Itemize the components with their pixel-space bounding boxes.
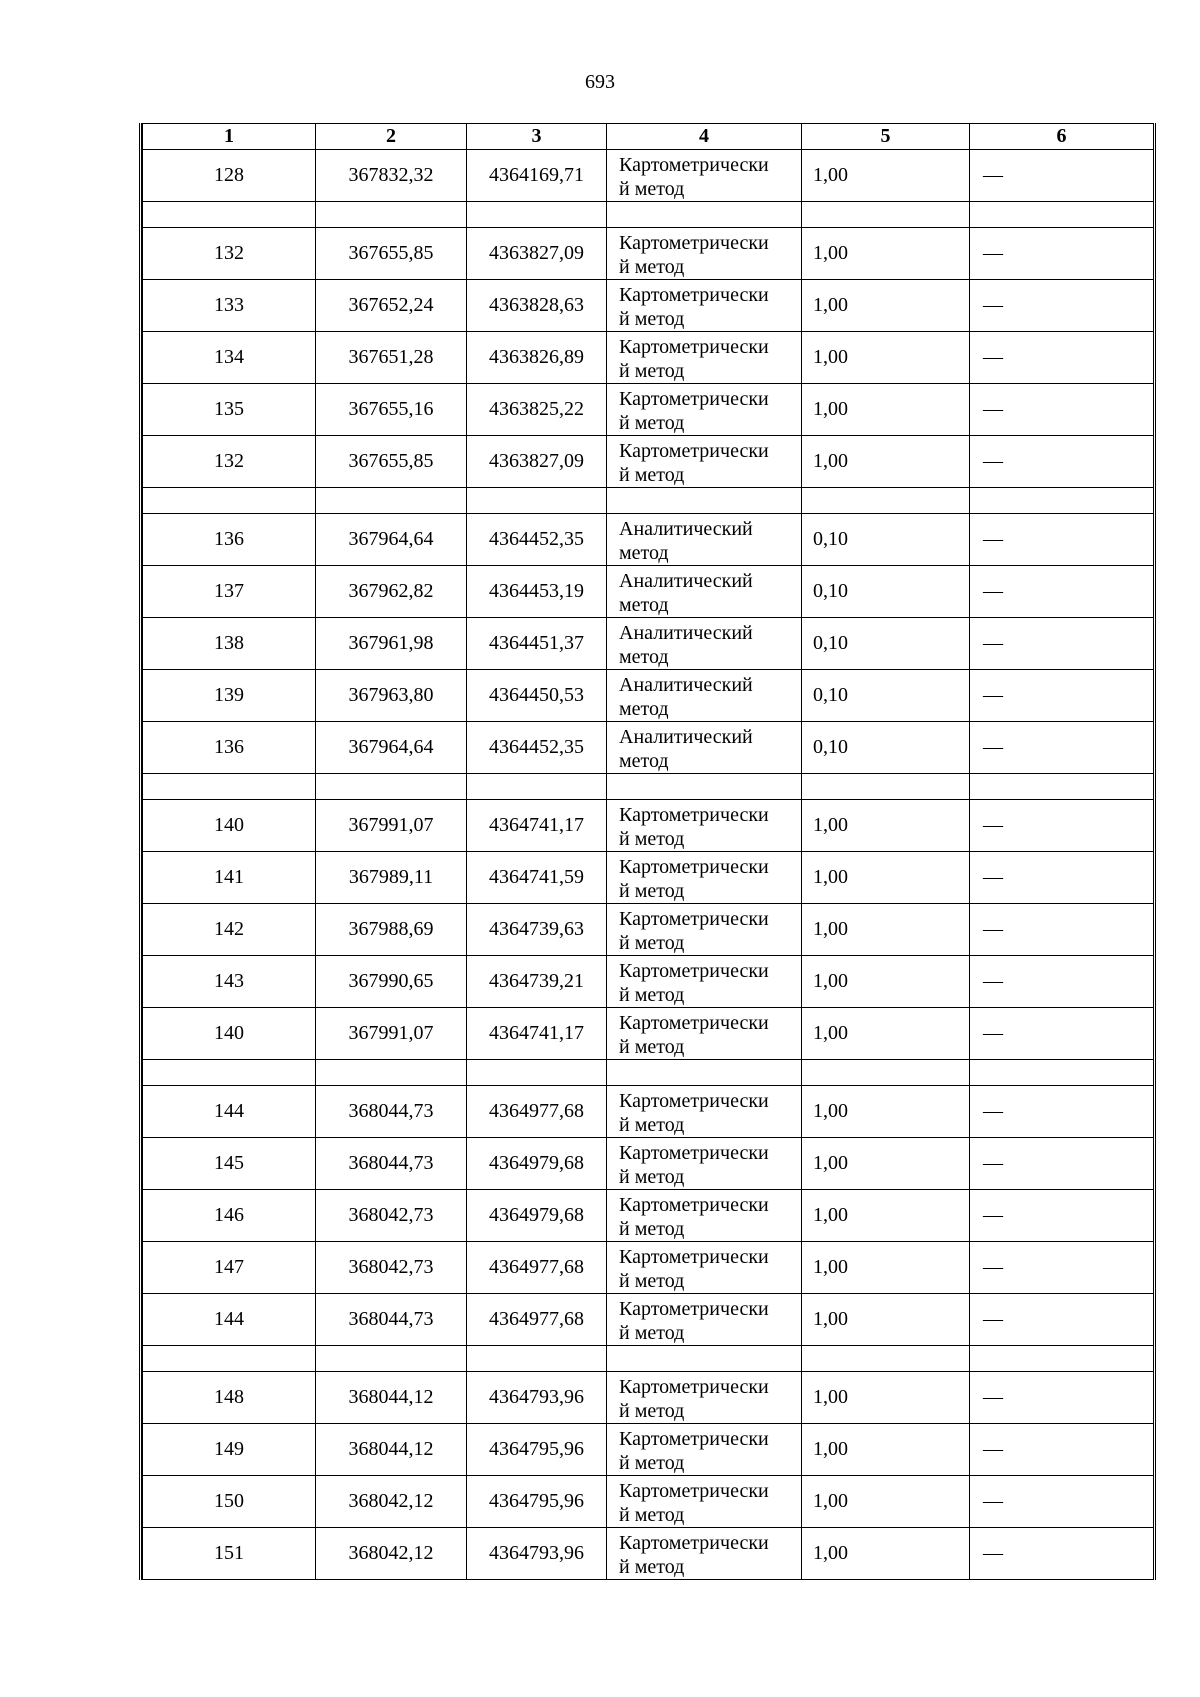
header-col-4: 4 (607, 124, 802, 150)
method-cell (607, 956, 802, 1008)
method-text: Аналитический метод (619, 569, 753, 616)
method-text: Аналитический метод (619, 673, 753, 720)
point-number-cell: 136 (143, 722, 316, 774)
point-number-cell: 140 (143, 800, 316, 852)
method-text: Аналитический метод (619, 621, 753, 668)
x-coordinate-cell: 368042,73 (316, 1242, 467, 1294)
point-number-cell: 134 (143, 332, 316, 384)
accuracy-cell: 1,00 (802, 1476, 970, 1528)
y-coordinate-cell: 4364795,96 (467, 1476, 607, 1528)
table-row (143, 1008, 1154, 1060)
y-coordinate-cell: 4364741,17 (467, 800, 607, 852)
point-number-cell: 143 (143, 956, 316, 1008)
y-coordinate-cell: 4363828,63 (467, 280, 607, 332)
note-cell: — (970, 1424, 1154, 1476)
note-cell: — (970, 228, 1154, 280)
method-text: Картометрически й метод (619, 1245, 769, 1292)
note-cell: — (970, 1528, 1154, 1580)
method-cell (607, 150, 802, 202)
x-coordinate-cell: 367961,98 (316, 618, 467, 670)
empty-cell (802, 202, 970, 228)
point-number-cell: 132 (143, 436, 316, 488)
accuracy-cell: 1,00 (802, 1086, 970, 1138)
note-cell: — (970, 436, 1154, 488)
accuracy-cell: 1,00 (802, 904, 970, 956)
x-coordinate-cell: 368044,73 (316, 1086, 467, 1138)
header-col-1: 1 (143, 124, 316, 150)
y-coordinate-cell: 4364450,53 (467, 670, 607, 722)
x-coordinate-cell: 368042,73 (316, 1190, 467, 1242)
table-row (143, 1138, 1154, 1190)
point-number-cell: 144 (143, 1294, 316, 1346)
empty-cell (316, 1060, 467, 1086)
point-number-cell: 147 (143, 1242, 316, 1294)
method-cell (607, 1424, 802, 1476)
note-cell: — (970, 1476, 1154, 1528)
table-spacer-row (143, 488, 1154, 514)
header-col-6: 6 (970, 124, 1154, 150)
x-coordinate-cell: 368042,12 (316, 1528, 467, 1580)
note-cell: — (970, 1086, 1154, 1138)
point-number-cell: 145 (143, 1138, 316, 1190)
point-number-cell: 149 (143, 1424, 316, 1476)
table-row (143, 1190, 1154, 1242)
empty-cell (607, 774, 802, 800)
accuracy-cell: 1,00 (802, 1190, 970, 1242)
header-row (143, 124, 1154, 150)
method-cell (607, 384, 802, 436)
y-coordinate-cell: 4364979,68 (467, 1138, 607, 1190)
y-coordinate-cell: 4364977,68 (467, 1086, 607, 1138)
method-cell (607, 1476, 802, 1528)
y-coordinate-cell: 4364793,96 (467, 1372, 607, 1424)
method-cell (607, 1528, 802, 1580)
point-number-cell: 128 (143, 150, 316, 202)
accuracy-cell: 1,00 (802, 228, 970, 280)
y-coordinate-cell: 4363827,09 (467, 228, 607, 280)
x-coordinate-cell: 367651,28 (316, 332, 467, 384)
accuracy-cell: 0,10 (802, 618, 970, 670)
page-number: 693 (585, 71, 615, 93)
empty-cell (607, 1346, 802, 1372)
method-text: Картометрически й метод (619, 1297, 769, 1344)
accuracy-cell: 1,00 (802, 1242, 970, 1294)
empty-cell (467, 1346, 607, 1372)
point-number-cell: 146 (143, 1190, 316, 1242)
accuracy-cell: 0,10 (802, 670, 970, 722)
y-coordinate-cell: 4364452,35 (467, 722, 607, 774)
method-text: Аналитический метод (619, 725, 753, 772)
empty-cell (143, 774, 316, 800)
table-spacer-row (143, 202, 1154, 228)
table-row (143, 1086, 1154, 1138)
empty-cell (802, 1060, 970, 1086)
method-text: Картометрически й метод (619, 803, 769, 850)
accuracy-cell: 1,00 (802, 384, 970, 436)
x-coordinate-cell: 367962,82 (316, 566, 467, 618)
point-number-cell: 139 (143, 670, 316, 722)
x-coordinate-cell: 367655,85 (316, 436, 467, 488)
note-cell: — (970, 904, 1154, 956)
point-number-cell: 151 (143, 1528, 316, 1580)
empty-cell (802, 488, 970, 514)
empty-cell (316, 1346, 467, 1372)
x-coordinate-cell: 367655,85 (316, 228, 467, 280)
accuracy-cell: 0,10 (802, 566, 970, 618)
empty-cell (607, 1060, 802, 1086)
x-coordinate-cell: 367832,32 (316, 150, 467, 202)
method-cell (607, 1372, 802, 1424)
y-coordinate-cell: 4364979,68 (467, 1190, 607, 1242)
x-coordinate-cell: 367990,65 (316, 956, 467, 1008)
y-coordinate-cell: 4364453,19 (467, 566, 607, 618)
note-cell: — (970, 566, 1154, 618)
empty-cell (143, 202, 316, 228)
method-cell (607, 618, 802, 670)
x-coordinate-cell: 367988,69 (316, 904, 467, 956)
x-coordinate-cell: 367655,16 (316, 384, 467, 436)
header-col-5: 5 (802, 124, 970, 150)
note-cell: — (970, 384, 1154, 436)
empty-cell (316, 488, 467, 514)
point-number-cell: 137 (143, 566, 316, 618)
note-cell: — (970, 800, 1154, 852)
method-text: Картометрически й метод (619, 153, 769, 200)
method-text: Картометрически й метод (619, 335, 769, 382)
empty-cell (970, 1346, 1154, 1372)
x-coordinate-cell: 368044,73 (316, 1294, 467, 1346)
table-row (143, 514, 1154, 566)
note-cell: — (970, 1372, 1154, 1424)
accuracy-cell: 1,00 (802, 1424, 970, 1476)
empty-cell (802, 1346, 970, 1372)
y-coordinate-cell: 4364739,63 (467, 904, 607, 956)
note-cell: — (970, 514, 1154, 566)
point-number-cell: 140 (143, 1008, 316, 1060)
method-text: Картометрически й метод (619, 231, 769, 278)
y-coordinate-cell: 4363825,22 (467, 384, 607, 436)
accuracy-cell: 1,00 (802, 1294, 970, 1346)
table-spacer-row (143, 774, 1154, 800)
accuracy-cell: 0,10 (802, 722, 970, 774)
x-coordinate-cell: 368044,12 (316, 1372, 467, 1424)
method-text: Картометрически й метод (619, 959, 769, 1006)
table-row (143, 618, 1154, 670)
point-number-cell: 138 (143, 618, 316, 670)
table-row (143, 228, 1154, 280)
x-coordinate-cell: 368044,12 (316, 1424, 467, 1476)
y-coordinate-cell: 4364795,96 (467, 1424, 607, 1476)
empty-cell (607, 488, 802, 514)
empty-cell (467, 1060, 607, 1086)
method-cell (607, 1242, 802, 1294)
method-text: Картометрически й метод (619, 387, 769, 434)
accuracy-cell: 1,00 (802, 1372, 970, 1424)
method-text: Картометрически й метод (619, 283, 769, 330)
method-cell (607, 280, 802, 332)
y-coordinate-cell: 4364741,17 (467, 1008, 607, 1060)
accuracy-cell: 1,00 (802, 800, 970, 852)
y-coordinate-cell: 4364452,35 (467, 514, 607, 566)
note-cell: — (970, 280, 1154, 332)
method-text: Картометрически й метод (619, 1531, 769, 1578)
coordinates-table (142, 123, 1154, 1580)
table-row (143, 956, 1154, 1008)
empty-cell (607, 202, 802, 228)
point-number-cell: 133 (143, 280, 316, 332)
coordinates-table-frame (139, 123, 1156, 1580)
method-cell (607, 1138, 802, 1190)
method-cell (607, 1294, 802, 1346)
table-row (143, 332, 1154, 384)
x-coordinate-cell: 367991,07 (316, 800, 467, 852)
point-number-cell: 148 (143, 1372, 316, 1424)
point-number-cell: 142 (143, 904, 316, 956)
method-cell (607, 332, 802, 384)
method-text: Картометрически й метод (619, 1427, 769, 1474)
table-row (143, 800, 1154, 852)
method-cell (607, 722, 802, 774)
note-cell: — (970, 722, 1154, 774)
note-cell: — (970, 1008, 1154, 1060)
note-cell: — (970, 956, 1154, 1008)
empty-cell (970, 1060, 1154, 1086)
table-row (143, 1294, 1154, 1346)
empty-cell (316, 774, 467, 800)
empty-cell (316, 202, 467, 228)
header-col-2: 2 (316, 124, 467, 150)
method-cell (607, 1008, 802, 1060)
note-cell: — (970, 1242, 1154, 1294)
table-row (143, 722, 1154, 774)
x-coordinate-cell: 367652,24 (316, 280, 467, 332)
x-coordinate-cell: 368044,73 (316, 1138, 467, 1190)
table-row (143, 436, 1154, 488)
note-cell: — (970, 150, 1154, 202)
method-text: Картометрически й метод (619, 1089, 769, 1136)
y-coordinate-cell: 4363827,09 (467, 436, 607, 488)
point-number-cell: 150 (143, 1476, 316, 1528)
accuracy-cell: 1,00 (802, 1008, 970, 1060)
method-text: Аналитический метод (619, 517, 753, 564)
method-cell (607, 566, 802, 618)
empty-cell (143, 488, 316, 514)
accuracy-cell: 1,00 (802, 1138, 970, 1190)
header-col-3: 3 (467, 124, 607, 150)
accuracy-cell: 1,00 (802, 280, 970, 332)
point-number-cell: 136 (143, 514, 316, 566)
y-coordinate-cell: 4364741,59 (467, 852, 607, 904)
accuracy-cell: 0,10 (802, 514, 970, 566)
point-number-cell: 135 (143, 384, 316, 436)
empty-cell (467, 202, 607, 228)
empty-cell (970, 202, 1154, 228)
y-coordinate-cell: 4364977,68 (467, 1242, 607, 1294)
accuracy-cell: 1,00 (802, 1528, 970, 1580)
table-row (143, 1424, 1154, 1476)
method-cell (607, 852, 802, 904)
accuracy-cell: 1,00 (802, 852, 970, 904)
table-row (143, 904, 1154, 956)
accuracy-cell: 1,00 (802, 956, 970, 1008)
note-cell: — (970, 1294, 1154, 1346)
table-row (143, 1528, 1154, 1580)
table-row (143, 1242, 1154, 1294)
method-text: Картометрически й метод (619, 1375, 769, 1422)
table-row (143, 670, 1154, 722)
empty-cell (143, 1060, 316, 1086)
empty-cell (467, 774, 607, 800)
accuracy-cell: 1,00 (802, 436, 970, 488)
empty-cell (143, 1346, 316, 1372)
method-cell (607, 1190, 802, 1242)
empty-cell (802, 774, 970, 800)
method-cell (607, 670, 802, 722)
method-cell (607, 228, 802, 280)
method-cell (607, 800, 802, 852)
note-cell: — (970, 1138, 1154, 1190)
table-row (143, 1476, 1154, 1528)
table-row (143, 566, 1154, 618)
y-coordinate-cell: 4364451,37 (467, 618, 607, 670)
method-text: Картометрически й метод (619, 855, 769, 902)
note-cell: — (970, 852, 1154, 904)
method-cell (607, 514, 802, 566)
method-text: Картометрически й метод (619, 907, 769, 954)
method-text: Картометрически й метод (619, 439, 769, 486)
method-text: Картометрически й метод (619, 1479, 769, 1526)
method-text: Картометрически й метод (619, 1141, 769, 1188)
table-spacer-row (143, 1346, 1154, 1372)
note-cell: — (970, 1190, 1154, 1242)
table-spacer-row (143, 1060, 1154, 1086)
point-number-cell: 141 (143, 852, 316, 904)
method-cell (607, 436, 802, 488)
y-coordinate-cell: 4364977,68 (467, 1294, 607, 1346)
table-row (143, 852, 1154, 904)
x-coordinate-cell: 367964,64 (316, 514, 467, 566)
x-coordinate-cell: 367989,11 (316, 852, 467, 904)
x-coordinate-cell: 367991,07 (316, 1008, 467, 1060)
note-cell: — (970, 670, 1154, 722)
x-coordinate-cell: 368042,12 (316, 1476, 467, 1528)
empty-cell (970, 488, 1154, 514)
accuracy-cell: 1,00 (802, 332, 970, 384)
method-text: Картометрически й метод (619, 1193, 769, 1240)
method-cell (607, 1086, 802, 1138)
empty-cell (970, 774, 1154, 800)
y-coordinate-cell: 4364739,21 (467, 956, 607, 1008)
note-cell: — (970, 332, 1154, 384)
table-row (143, 150, 1154, 202)
accuracy-cell: 1,00 (802, 150, 970, 202)
x-coordinate-cell: 367964,64 (316, 722, 467, 774)
table-row (143, 384, 1154, 436)
method-text: Картометрически й метод (619, 1011, 769, 1058)
point-number-cell: 144 (143, 1086, 316, 1138)
point-number-cell: 132 (143, 228, 316, 280)
table-body (143, 150, 1154, 1580)
y-coordinate-cell: 4363826,89 (467, 332, 607, 384)
table-row (143, 280, 1154, 332)
x-coordinate-cell: 367963,80 (316, 670, 467, 722)
empty-cell (467, 488, 607, 514)
note-cell: — (970, 618, 1154, 670)
y-coordinate-cell: 4364169,71 (467, 150, 607, 202)
method-cell (607, 904, 802, 956)
y-coordinate-cell: 4364793,96 (467, 1528, 607, 1580)
table-row (143, 1372, 1154, 1424)
